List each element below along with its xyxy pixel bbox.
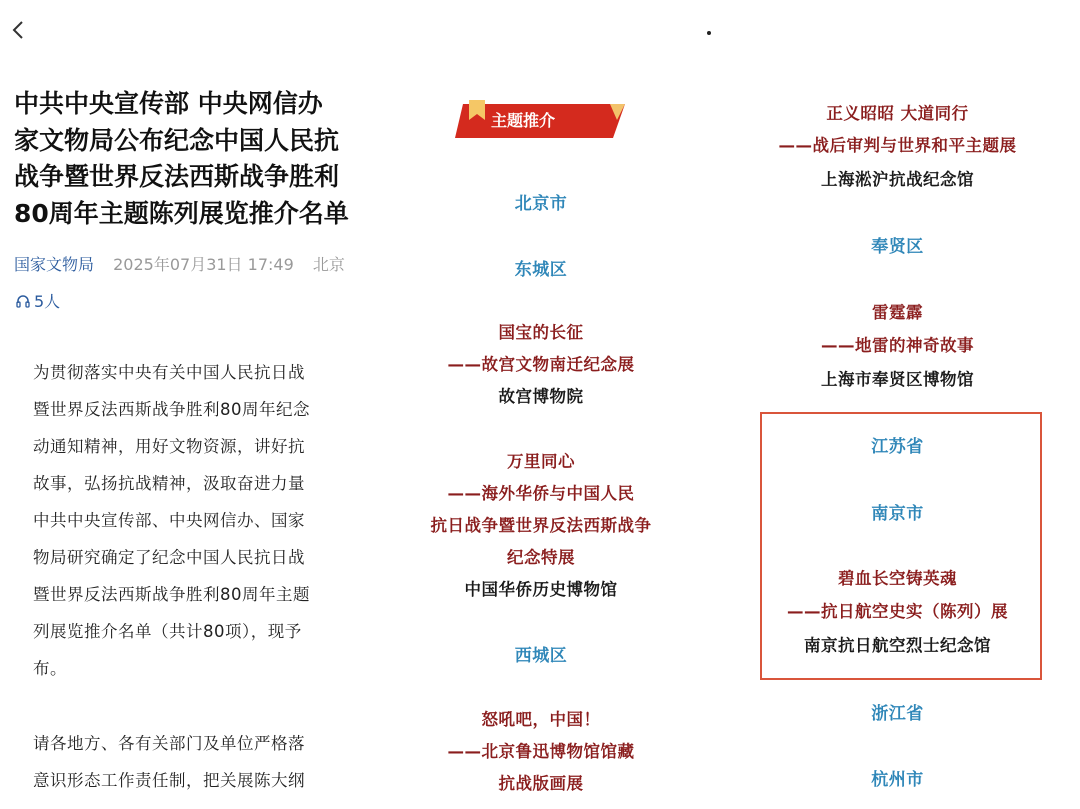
theme-banner	[455, 100, 625, 138]
region-label: 东城区	[514, 260, 568, 280]
region-label: 杭州市	[871, 770, 924, 790]
back-chevron-icon[interactable]	[10, 18, 26, 46]
paragraph-line: 物局研究确定了纪念中国人民抗日战	[33, 548, 305, 567]
exhibit-subtitle: ——北京鲁迅博物馆馆藏	[447, 742, 635, 761]
article-title	[14, 86, 358, 232]
paragraph-line: 请各地方、各有关部门及单位严格落	[33, 734, 305, 753]
paragraph-line: 故事，弘扬抗战精神，汲取奋进力量	[33, 474, 305, 493]
exhibit-subtitle: 纪念特展	[507, 548, 575, 567]
exhibit-title: 万里同心	[507, 452, 575, 471]
exhibit-title: 正义昭昭 大道同行	[826, 104, 969, 123]
paragraph-line: 中共中央宣传部、中央网信办、国家	[33, 511, 305, 530]
exhibit-venue: 中国华侨历史博物馆	[464, 580, 618, 599]
exhibit-venue: 上海市奉贤区博物馆	[821, 370, 974, 389]
exhibit-subtitle: 抗日战争暨世界反法西斯战争	[430, 516, 652, 535]
exhibit-subtitle: ——故宫文物南迁纪念展	[447, 355, 635, 374]
region-label: 江苏省	[871, 437, 924, 457]
paragraph-line: 意识形态工作责任制，把关展陈大纲	[33, 771, 305, 790]
exhibit-title: 怒吼吧，中国！	[481, 710, 601, 729]
banner-label: 主题推介	[491, 111, 556, 130]
title-line: 家文物局公布纪念中国人民抗	[14, 125, 340, 155]
article-paragraph	[33, 725, 358, 799]
exhibit-title: 雷霆霹	[872, 303, 923, 322]
region-label: 浙江省	[871, 704, 924, 724]
paragraph-line: 暨世界反法西斯战争胜利80周年主题	[33, 585, 310, 604]
paragraph-line: 为贯彻落实中央有关中国人民抗日战	[33, 363, 305, 382]
region-label: 奉贤区	[871, 237, 924, 257]
exhibit-title: 国宝的长征	[498, 323, 584, 342]
exhibit-list-panel-2	[725, 62, 1070, 809]
exhibit-venue: 上海淞沪抗战纪念馆	[821, 170, 974, 189]
article-paragraph	[33, 354, 358, 687]
paragraph-line: 布。	[33, 659, 67, 678]
exhibit-list-panel-1	[367, 62, 715, 809]
headphones-icon	[16, 293, 30, 307]
exhibit-subtitle: 抗战版画展	[498, 774, 584, 793]
exhibit-subtitle: ——战后审判与世界和平主题展	[778, 136, 1017, 155]
title-line: 中共中央宣传部 中央网信办	[14, 89, 323, 118]
dot-indicator	[707, 31, 711, 35]
timestamp: 2025年07月31日 17:49	[113, 255, 294, 274]
location: 北京	[312, 255, 345, 274]
source-link[interactable]: 国家文物局	[14, 255, 95, 274]
article-panel	[0, 0, 358, 809]
exhibit-venue: 故宫博物院	[498, 387, 584, 406]
region-label: 北京市	[514, 194, 568, 214]
paragraph-line: 动通知精神，用好文物资源，讲好抗	[33, 437, 305, 456]
exhibit-subtitle: ——抗日航空史实（陈列）展	[787, 602, 1008, 621]
region-label: 南京市	[871, 504, 924, 524]
title-line: 战争暨世界反法西斯战争胜利	[14, 162, 340, 191]
region-label: 西城区	[514, 646, 568, 666]
title-line: 80周年主题陈列展览推介名单	[14, 198, 349, 228]
paragraph-line: 暨世界反法西斯战争胜利80周年纪念	[33, 400, 310, 419]
paragraph-line: 列展览推介名单（共计80项），现予	[33, 622, 302, 641]
listen-count-label: 5人	[34, 292, 61, 311]
exhibit-subtitle: ——海外华侨与中国人民	[447, 484, 635, 503]
exhibit-title: 碧血长空铸英魂	[838, 569, 957, 588]
listen-count[interactable]	[16, 289, 60, 312]
article-meta	[14, 252, 345, 275]
exhibit-subtitle: ——地雷的神奇故事	[821, 336, 974, 355]
exhibit-venue: 南京抗日航空烈士纪念馆	[804, 636, 991, 655]
